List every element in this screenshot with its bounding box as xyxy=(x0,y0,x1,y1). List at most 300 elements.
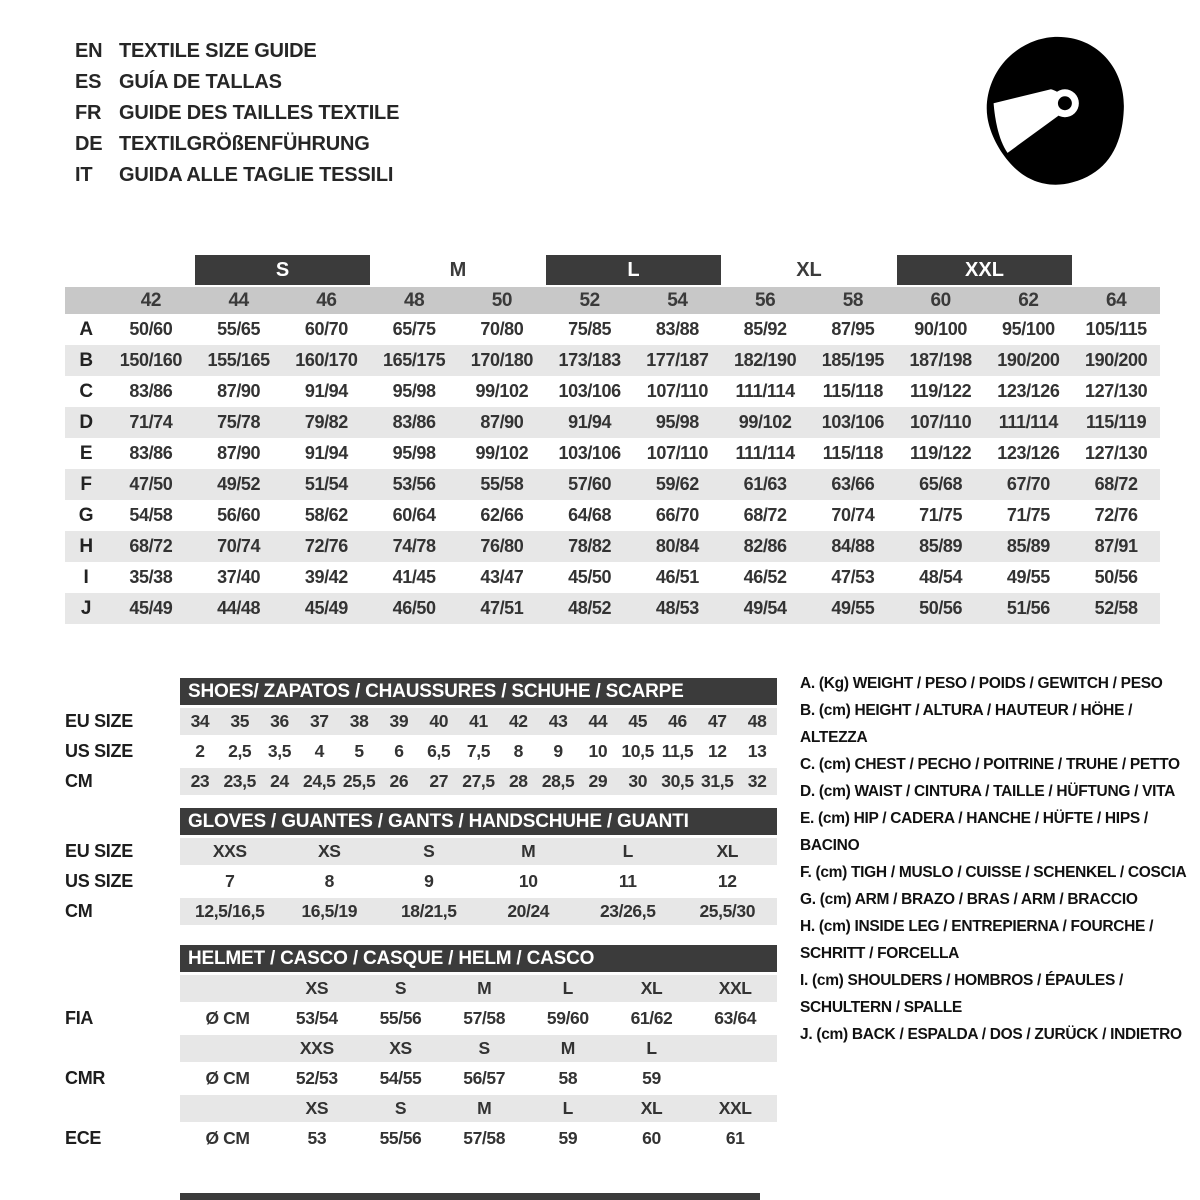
size-number: 64 xyxy=(1105,289,1127,311)
page-title: TEXTILE SIZE GUIDE xyxy=(119,40,317,62)
shoes-value: 10,5 xyxy=(621,741,654,761)
gloves-row-label: CM xyxy=(65,901,93,921)
size-value: 87/90 xyxy=(217,443,261,463)
gloves-value: S xyxy=(423,841,435,861)
racing-helmet-icon xyxy=(975,26,1130,196)
size-value: 103/106 xyxy=(558,443,621,463)
size-value: 59/62 xyxy=(655,474,699,494)
helmet-value: 60 xyxy=(642,1128,661,1148)
spacer xyxy=(180,1095,275,1122)
legend-entry: F. (cm) TIGH / MUSLO / CUISSE / SCHENKEL / COSCIA xyxy=(800,864,1187,881)
language-row-en xyxy=(75,36,399,67)
size-value: 150/160 xyxy=(119,350,182,370)
page-title-fr: GUIDE DES TAILLES TEXTILE xyxy=(119,102,400,124)
size-value: 41/45 xyxy=(392,567,436,587)
size-value: 46/51 xyxy=(655,567,699,587)
size-value: 71/75 xyxy=(919,505,963,525)
size-value: 83/88 xyxy=(655,319,699,339)
shoes-value: 37 xyxy=(309,711,329,731)
size-value: 39/42 xyxy=(304,567,348,587)
size-number: 52 xyxy=(579,289,600,311)
helmet-size-band-row xyxy=(65,975,777,1002)
size-value: 87/91 xyxy=(1094,536,1138,556)
helmet-size-label: XXL xyxy=(718,978,752,998)
helmet-standard-row-ece xyxy=(65,1125,777,1152)
size-value: 173/183 xyxy=(558,350,621,370)
shoes-value: 6 xyxy=(394,741,404,761)
table-row-c xyxy=(65,376,1160,407)
size-value: 56/60 xyxy=(217,505,261,525)
helmet-size-band xyxy=(180,975,777,1002)
spacer xyxy=(180,975,275,1002)
size-value: 99/102 xyxy=(738,412,792,432)
size-value: 68/72 xyxy=(743,505,787,525)
shoes-value: 35 xyxy=(230,711,250,731)
size-value: 47/53 xyxy=(831,567,875,587)
row-label: A xyxy=(79,318,93,340)
row-label: I xyxy=(83,566,89,588)
helmet-size-label: M xyxy=(477,978,492,998)
helmet-standard-values xyxy=(180,1065,777,1092)
shoes-value: 3,5 xyxy=(267,741,292,761)
shoes-section-header: SHOES/ ZAPATOS / CHAUSSURES / SCHUHE / SCARPE xyxy=(180,678,777,705)
size-value: 79/82 xyxy=(304,412,348,432)
size-value: 78/82 xyxy=(568,536,612,556)
size-value: 84/88 xyxy=(831,536,875,556)
size-value: 99/102 xyxy=(475,381,529,401)
size-value: 75/78 xyxy=(217,412,261,432)
helmet-size-label: XS xyxy=(389,1038,412,1058)
size-value: 95/98 xyxy=(655,412,699,432)
size-value: 55/65 xyxy=(217,319,261,339)
size-number: 46 xyxy=(316,289,337,311)
size-value: 43/47 xyxy=(480,567,524,587)
gloves-value: 10 xyxy=(518,871,538,891)
size-value: 87/90 xyxy=(217,381,261,401)
size-number-row xyxy=(65,287,1160,314)
diameter-label: Ø CM xyxy=(205,1128,250,1148)
textile-size-table xyxy=(65,255,1160,624)
helmet-size-label: XL xyxy=(640,978,663,998)
size-number: 50 xyxy=(491,289,513,311)
size-value: 95/98 xyxy=(392,443,436,463)
helmet-value: 55/56 xyxy=(379,1008,422,1028)
gloves-row-label: US SIZE xyxy=(65,871,133,891)
size-value: 83/86 xyxy=(129,381,173,401)
spacer xyxy=(180,1035,275,1062)
size-value: 190/200 xyxy=(997,350,1060,370)
helmet-size-band xyxy=(180,1095,777,1122)
shoes-value: 38 xyxy=(349,711,369,731)
size-value: 160/170 xyxy=(295,350,358,370)
size-number: 56 xyxy=(754,289,776,311)
shoes-rows xyxy=(65,708,777,795)
size-number: 58 xyxy=(842,289,864,311)
size-value: 123/126 xyxy=(997,443,1060,463)
size-number: 48 xyxy=(403,289,425,311)
helmet-size-band-row xyxy=(65,1095,777,1122)
size-value: 70/74 xyxy=(217,536,261,556)
shoes-value: 25,5 xyxy=(342,771,376,791)
shoes-row-values xyxy=(180,768,777,795)
size-value: 74/78 xyxy=(392,536,436,556)
helmet-rows xyxy=(65,975,777,1152)
size-value: 107/110 xyxy=(909,412,972,432)
size-value: 70/74 xyxy=(831,505,875,525)
legend-entry: I. (cm) SHOULDERS / HOMBROS / ÉPAULES / SCHULTERN / SPALLE xyxy=(800,972,1124,1016)
table-row-d xyxy=(65,407,1160,438)
helmet-size-label: L xyxy=(646,1038,657,1058)
table-row-j xyxy=(65,593,1160,624)
legend-entry: H. (cm) INSIDE LEG / ENTREPIERNA / FOURCHE / SCHRITT / FORCELLA xyxy=(800,918,1154,962)
size-number: 42 xyxy=(140,289,162,311)
size-value: 51/54 xyxy=(304,474,348,494)
gloves-row xyxy=(65,898,777,925)
row-label: C xyxy=(79,380,93,402)
helmet-standard-row-cmr xyxy=(65,1065,777,1092)
shoes-value: 24,5 xyxy=(303,771,336,791)
size-value: 127/130 xyxy=(1084,443,1148,463)
shoes-value: 46 xyxy=(668,711,687,731)
size-value: 91/94 xyxy=(568,412,612,432)
table-row-b xyxy=(65,345,1160,376)
shoes-value: 44 xyxy=(588,711,608,731)
helmet-value: 59 xyxy=(558,1128,578,1148)
size-value: 50/56 xyxy=(919,598,963,618)
row-label: D xyxy=(79,411,93,433)
language-row-fr xyxy=(75,98,399,129)
size-value: 65/75 xyxy=(392,319,436,339)
size-value: 115/119 xyxy=(1085,412,1147,432)
gloves-row xyxy=(65,838,777,865)
shoes-value: 13 xyxy=(747,741,767,761)
size-value: 107/110 xyxy=(646,443,709,463)
helmet-value xyxy=(693,1065,777,1092)
row-label: E xyxy=(79,442,93,464)
helmet-standard-values xyxy=(180,1125,777,1152)
size-value: 115/118 xyxy=(822,443,884,463)
shoes-value: 7,5 xyxy=(466,741,491,761)
legend-entry: G. (cm) ARM / BRAZO / BRAS / ARM / BRACCIO xyxy=(800,891,1138,908)
size-value: 51/56 xyxy=(1006,598,1050,618)
spacer xyxy=(65,1095,180,1122)
shoes-value: 12 xyxy=(707,741,727,761)
size-value: 85/89 xyxy=(919,536,963,556)
row-label: H xyxy=(79,535,93,557)
size-value: 90/100 xyxy=(914,319,967,339)
size-value: 103/106 xyxy=(558,381,621,401)
language-title-list xyxy=(75,36,399,191)
helmet-value: 53 xyxy=(307,1128,327,1148)
helmet-header-row xyxy=(65,945,777,972)
gloves-value: 9 xyxy=(424,871,434,891)
shoes-value: 36 xyxy=(270,711,289,731)
helmet-value: 58 xyxy=(558,1068,578,1088)
size-value: 111/114 xyxy=(735,443,795,463)
gloves-value: L xyxy=(622,841,633,861)
size-value: 187/198 xyxy=(909,350,972,370)
page-title-es: GUÍA DE TALLAS xyxy=(119,71,282,93)
table-row-e xyxy=(65,438,1160,469)
size-value: 85/92 xyxy=(743,319,787,339)
size-value: 55/58 xyxy=(480,474,524,494)
shoes-row xyxy=(65,738,777,765)
measurement-legend xyxy=(800,670,1188,1048)
size-value: 47/50 xyxy=(129,474,173,494)
size-value: 44/48 xyxy=(217,598,261,618)
helmet-value: 53/54 xyxy=(295,1008,338,1028)
spacer xyxy=(65,945,180,972)
language-code: IT xyxy=(75,164,93,186)
page-title-de: TEXTILGRÖßENFÜHRUNG xyxy=(119,133,370,155)
spacer xyxy=(65,975,180,1002)
helmet-size-label: L xyxy=(562,1098,573,1118)
size-value: 170/180 xyxy=(470,350,533,370)
size-value: 95/100 xyxy=(1002,319,1055,339)
shoes-row-label: EU SIZE xyxy=(65,711,133,731)
size-value: 60/70 xyxy=(304,319,348,339)
size-value: 119/122 xyxy=(909,381,972,401)
diameter-label: Ø CM xyxy=(205,1068,250,1088)
helmet-size-label: S xyxy=(394,1098,407,1118)
helmet-size-label: XS xyxy=(305,1098,329,1118)
size-value: 115/118 xyxy=(822,381,884,401)
gloves-value: 16,5/19 xyxy=(301,901,358,921)
shoes-row-label: US SIZE xyxy=(65,741,133,761)
shoes-value: 4 xyxy=(314,741,324,761)
size-value: 45/49 xyxy=(129,598,173,618)
shoes-row xyxy=(65,708,777,735)
legend-entry: C. (cm) CHEST / PECHO / POITRINE / TRUHE / PETTO xyxy=(800,756,1180,773)
size-value: 66/70 xyxy=(655,505,699,525)
gloves-value: M xyxy=(521,841,536,861)
size-value: 119/122 xyxy=(909,443,972,463)
size-value: 60/64 xyxy=(392,505,436,525)
size-value: 177/187 xyxy=(646,350,709,370)
shoes-value: 48 xyxy=(747,711,767,731)
size-number: 44 xyxy=(228,289,249,311)
size-value: 76/80 xyxy=(480,536,524,556)
shoes-value: 26 xyxy=(389,771,409,791)
size-value: 48/52 xyxy=(568,598,612,618)
gloves-value: 12,5/16,5 xyxy=(195,901,265,921)
helmet-value: 59/60 xyxy=(546,1008,589,1028)
legend-entry: E. (cm) HIP / CADERA / HANCHE / HÜFTE / HIPS / BACINO xyxy=(800,810,1148,854)
shoes-value: 32 xyxy=(747,771,767,791)
shoes-value: 31,5 xyxy=(701,771,734,791)
size-number: 62 xyxy=(1018,289,1039,311)
gloves-value: 23/26,5 xyxy=(599,901,656,921)
size-value: 83/86 xyxy=(129,443,173,463)
gloves-value: 12 xyxy=(717,871,737,891)
helmet-size-label: XS xyxy=(305,978,329,998)
size-value: 49/52 xyxy=(217,474,261,494)
size-value: 47/51 xyxy=(480,598,524,618)
row-label: B xyxy=(79,349,93,371)
shoes-value: 29 xyxy=(588,771,608,791)
language-code: ES xyxy=(75,71,102,93)
helmet-size-label: XXS xyxy=(299,1038,334,1058)
helmet-standard-row-fia xyxy=(65,1005,777,1032)
helmet-size-label: L xyxy=(562,978,573,998)
spacer xyxy=(65,808,180,835)
diameter-label: Ø CM xyxy=(205,1008,250,1028)
spacer xyxy=(65,1035,180,1062)
helmet-size-label: M xyxy=(560,1038,575,1058)
size-number: 60 xyxy=(930,289,951,311)
page-title-it: GUIDA ALLE TAGLIE TESSILI xyxy=(119,164,394,186)
helmet-standard-label: ECE xyxy=(65,1128,102,1148)
gloves-value: 18/21,5 xyxy=(400,901,457,921)
shoes-value: 42 xyxy=(508,711,528,731)
size-value: 61/63 xyxy=(743,474,787,494)
size-value: 82/86 xyxy=(743,536,787,556)
size-value: 57/60 xyxy=(568,474,612,494)
shoes-value: 2,5 xyxy=(228,741,252,761)
helmet-size-label: S xyxy=(394,978,407,998)
size-rows xyxy=(65,314,1160,624)
shoes-row-label: CM xyxy=(65,771,93,791)
size-value: 45/50 xyxy=(568,567,612,587)
size-value: 35/38 xyxy=(129,567,173,587)
size-value: 71/75 xyxy=(1006,505,1050,525)
cutoff-band xyxy=(180,1193,760,1200)
helmet-size-band-row xyxy=(65,1035,777,1062)
size-value: 63/66 xyxy=(831,474,875,494)
shoes-value: 24 xyxy=(270,771,289,791)
size-band-row xyxy=(65,255,1160,285)
size-value: 58/62 xyxy=(304,505,348,525)
size-value: 111/114 xyxy=(735,381,795,401)
gloves-value: XXS xyxy=(212,841,247,861)
helmet-value: 61/62 xyxy=(630,1008,673,1028)
shoes-header-row xyxy=(65,678,777,705)
shoes-value: 28 xyxy=(508,771,528,791)
shoes-value: 5 xyxy=(354,741,364,761)
shoes-row-values xyxy=(180,738,777,765)
size-value: 75/85 xyxy=(568,319,612,339)
gloves-value: 8 xyxy=(324,871,334,891)
shoes-row xyxy=(65,768,777,795)
shoes-value: 40 xyxy=(429,711,449,731)
gloves-value: 7 xyxy=(225,871,235,891)
helmet-value: 57/58 xyxy=(463,1008,506,1028)
helmet-standard-label: CMR xyxy=(65,1068,106,1088)
gloves-value: 11 xyxy=(618,871,637,891)
size-value: 46/52 xyxy=(743,567,787,587)
spacer xyxy=(65,678,180,705)
size-value: 52/58 xyxy=(1094,598,1138,618)
helmet-value: 63/64 xyxy=(714,1008,757,1028)
shoes-row-values xyxy=(180,708,777,735)
size-number: 54 xyxy=(667,289,688,311)
size-value: 72/76 xyxy=(304,536,348,556)
size-value: 48/54 xyxy=(919,567,963,587)
size-value: 62/66 xyxy=(480,505,524,525)
gloves-section-header: GLOVES / GUANTES / GANTS / HANDSCHUHE / GUANTI xyxy=(180,808,777,835)
size-value: 45/49 xyxy=(304,598,348,618)
helmet-size-label: M xyxy=(477,1098,492,1118)
size-value: 49/55 xyxy=(1006,567,1050,587)
size-value: 91/94 xyxy=(304,443,348,463)
size-value: 111/114 xyxy=(998,412,1059,432)
size-value: 71/74 xyxy=(129,412,173,432)
shoes-value: 41 xyxy=(469,711,488,731)
size-value: 67/70 xyxy=(1006,474,1050,494)
helmet-size-label xyxy=(693,1035,777,1062)
size-value: 83/86 xyxy=(392,412,436,432)
size-value: 155/165 xyxy=(207,350,270,370)
shoes-value: 6,5 xyxy=(427,741,451,761)
helmet-size-label: S xyxy=(478,1038,490,1058)
size-value: 87/95 xyxy=(831,319,875,339)
lower-tables xyxy=(65,678,777,1155)
language-row-de xyxy=(75,129,399,160)
gloves-row-values xyxy=(180,838,777,865)
size-value: 80/84 xyxy=(655,536,699,556)
shoes-value: 28,5 xyxy=(541,771,575,791)
size-value: 70/80 xyxy=(480,319,524,339)
size-value: 50/56 xyxy=(1094,567,1138,587)
shoes-value: 27,5 xyxy=(462,771,495,791)
size-value: 50/60 xyxy=(129,319,173,339)
gloves-value: 25,5/30 xyxy=(699,901,756,921)
language-code: DE xyxy=(75,133,103,155)
language-row-it xyxy=(75,160,399,191)
legend-entry: D. (cm) WAIST / CINTURA / TAILLE / HÜFTUNG / VITA xyxy=(800,783,1176,800)
row-label-spacer xyxy=(65,287,107,314)
size-value: 190/200 xyxy=(1084,350,1148,370)
gloves-row-values xyxy=(180,898,777,925)
shoes-value: 10 xyxy=(588,741,608,761)
table-row-h xyxy=(65,531,1160,562)
size-value: 37/40 xyxy=(217,567,261,587)
helmet-value: 61 xyxy=(725,1128,745,1148)
size-value: 46/50 xyxy=(392,598,436,618)
language-code: FR xyxy=(75,102,102,124)
helmet-size-band xyxy=(180,1035,777,1062)
size-value: 185/195 xyxy=(821,350,884,370)
helmet-value: 57/58 xyxy=(463,1128,506,1148)
shoes-value: 30,5 xyxy=(661,771,694,791)
shoes-value: 47 xyxy=(707,711,727,731)
size-band-xxl: XXL xyxy=(897,255,1073,285)
shoes-value: 8 xyxy=(513,741,523,761)
size-value: 48/53 xyxy=(655,598,699,618)
helmet-value: 56/57 xyxy=(463,1068,506,1088)
shoes-value: 43 xyxy=(548,711,568,731)
language-code: EN xyxy=(75,40,103,62)
shoes-value: 11,5 xyxy=(661,741,694,761)
size-value: 91/94 xyxy=(304,381,348,401)
size-band-m: M xyxy=(449,258,467,281)
size-value: 49/55 xyxy=(831,598,875,618)
table-row-a xyxy=(65,314,1160,345)
row-label: J xyxy=(80,597,92,619)
size-value: 127/130 xyxy=(1084,381,1148,401)
helmet-value: 55/56 xyxy=(379,1128,422,1148)
shoes-value: 9 xyxy=(553,741,563,761)
size-band-l: L xyxy=(546,255,722,285)
helmet-value: 52/53 xyxy=(295,1068,338,1088)
helmet-value: 54/55 xyxy=(379,1068,422,1088)
gloves-row-values xyxy=(180,868,777,895)
legend-entry: J. (cm) BACK / ESPALDA / DOS / ZURÜCK / INDIETRO xyxy=(800,1026,1182,1043)
gloves-value: 20/24 xyxy=(507,901,550,921)
size-value: 72/76 xyxy=(1094,505,1138,525)
gloves-row-label: EU SIZE xyxy=(65,841,133,861)
size-value: 182/190 xyxy=(733,350,797,370)
